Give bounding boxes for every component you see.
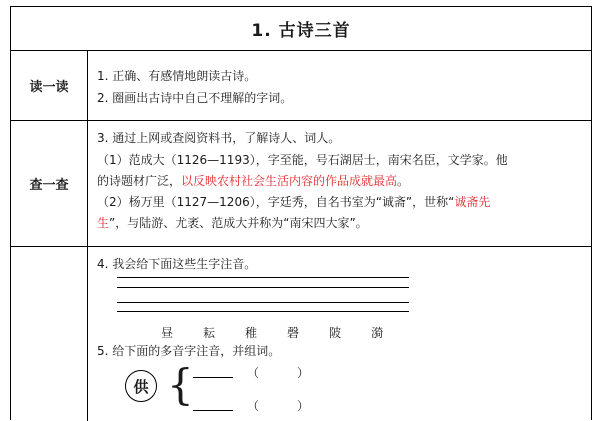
reading-row — [11, 51, 591, 121]
poet-yangwanli-text: （2）杨万里（1127—1206），字廷秀，自名书室为“诚斋”，世称“ — [97, 195, 455, 209]
char-item: 陂 — [329, 326, 342, 340]
title-row — [11, 7, 591, 51]
exercise-content — [97, 247, 583, 421]
exercise-label-empty — [11, 247, 88, 421]
paren-open: （ — [247, 366, 260, 380]
char-item: 漪 — [371, 326, 384, 340]
highlight-title-part2: 生 — [97, 216, 110, 230]
section-label-research: 查一查 — [11, 121, 88, 246]
poet-fanchengda-text: 的诗题材广泛， — [97, 174, 182, 188]
writing-line-2[interactable] — [117, 287, 409, 288]
paren-close: ） — [297, 366, 310, 380]
writing-line-1[interactable] — [117, 277, 409, 278]
char-item: 昼 — [161, 326, 174, 340]
brace-icon: { — [167, 360, 194, 409]
paren-close: ） — [297, 399, 310, 413]
char-item: 磬 — [287, 326, 300, 340]
poet-yangwanli-line-2 — [97, 214, 368, 231]
word-blank-1[interactable] — [193, 377, 233, 378]
word-blank-2[interactable] — [193, 410, 233, 411]
reading-content — [97, 51, 583, 120]
worksheet-table — [10, 6, 592, 420]
exercise-item-5: 5. 给下面的多音字注音，并组词。 — [97, 344, 281, 358]
poet-yangwanli-line-1 — [97, 193, 490, 210]
poet-yangwanli-rest: ”，与陆游、尤袤、范成大并称为“南宋四大家”。 — [109, 216, 368, 230]
writing-line-4[interactable] — [117, 311, 409, 312]
highlight-title-part1: 诚斋先 — [454, 195, 491, 209]
poet-fanchengda-line-1: （1）范成大（1126—1193），字至能，号石湖居士，南宋名臣，文学家。他 — [97, 153, 508, 167]
polyphonic-char-circle — [125, 370, 157, 402]
exercise-row — [11, 247, 591, 421]
char-item: 耘 — [203, 326, 216, 340]
reading-item-2: 2. 圈画出古诗中自己不理解的字词。 — [97, 91, 293, 105]
page-title: 1. 古诗三首 — [251, 21, 351, 41]
poet-fanchengda-line-2 — [97, 172, 409, 189]
period: 。 — [397, 174, 410, 188]
section-label-read: 读一读 — [11, 51, 88, 120]
polyphonic-char: 供 — [133, 377, 149, 396]
pinyin-char-list — [161, 324, 383, 341]
exercise-item-4: 4. 我会给下面这些生字注音。 — [97, 257, 257, 271]
highlight-achievement: 以反映农村社会生活内容的作品成就最高 — [181, 174, 398, 188]
research-row — [11, 121, 591, 247]
paren-open: （ — [247, 399, 260, 413]
writing-line-3[interactable] — [117, 302, 409, 303]
research-content — [97, 121, 583, 246]
char-item: 稚 — [245, 326, 258, 340]
reading-item-1: 1. 正确、有感情地朗读古诗。 — [97, 69, 257, 83]
research-item-3: 3. 通过上网或查阅资料书，了解诗人、词人。 — [97, 131, 341, 145]
